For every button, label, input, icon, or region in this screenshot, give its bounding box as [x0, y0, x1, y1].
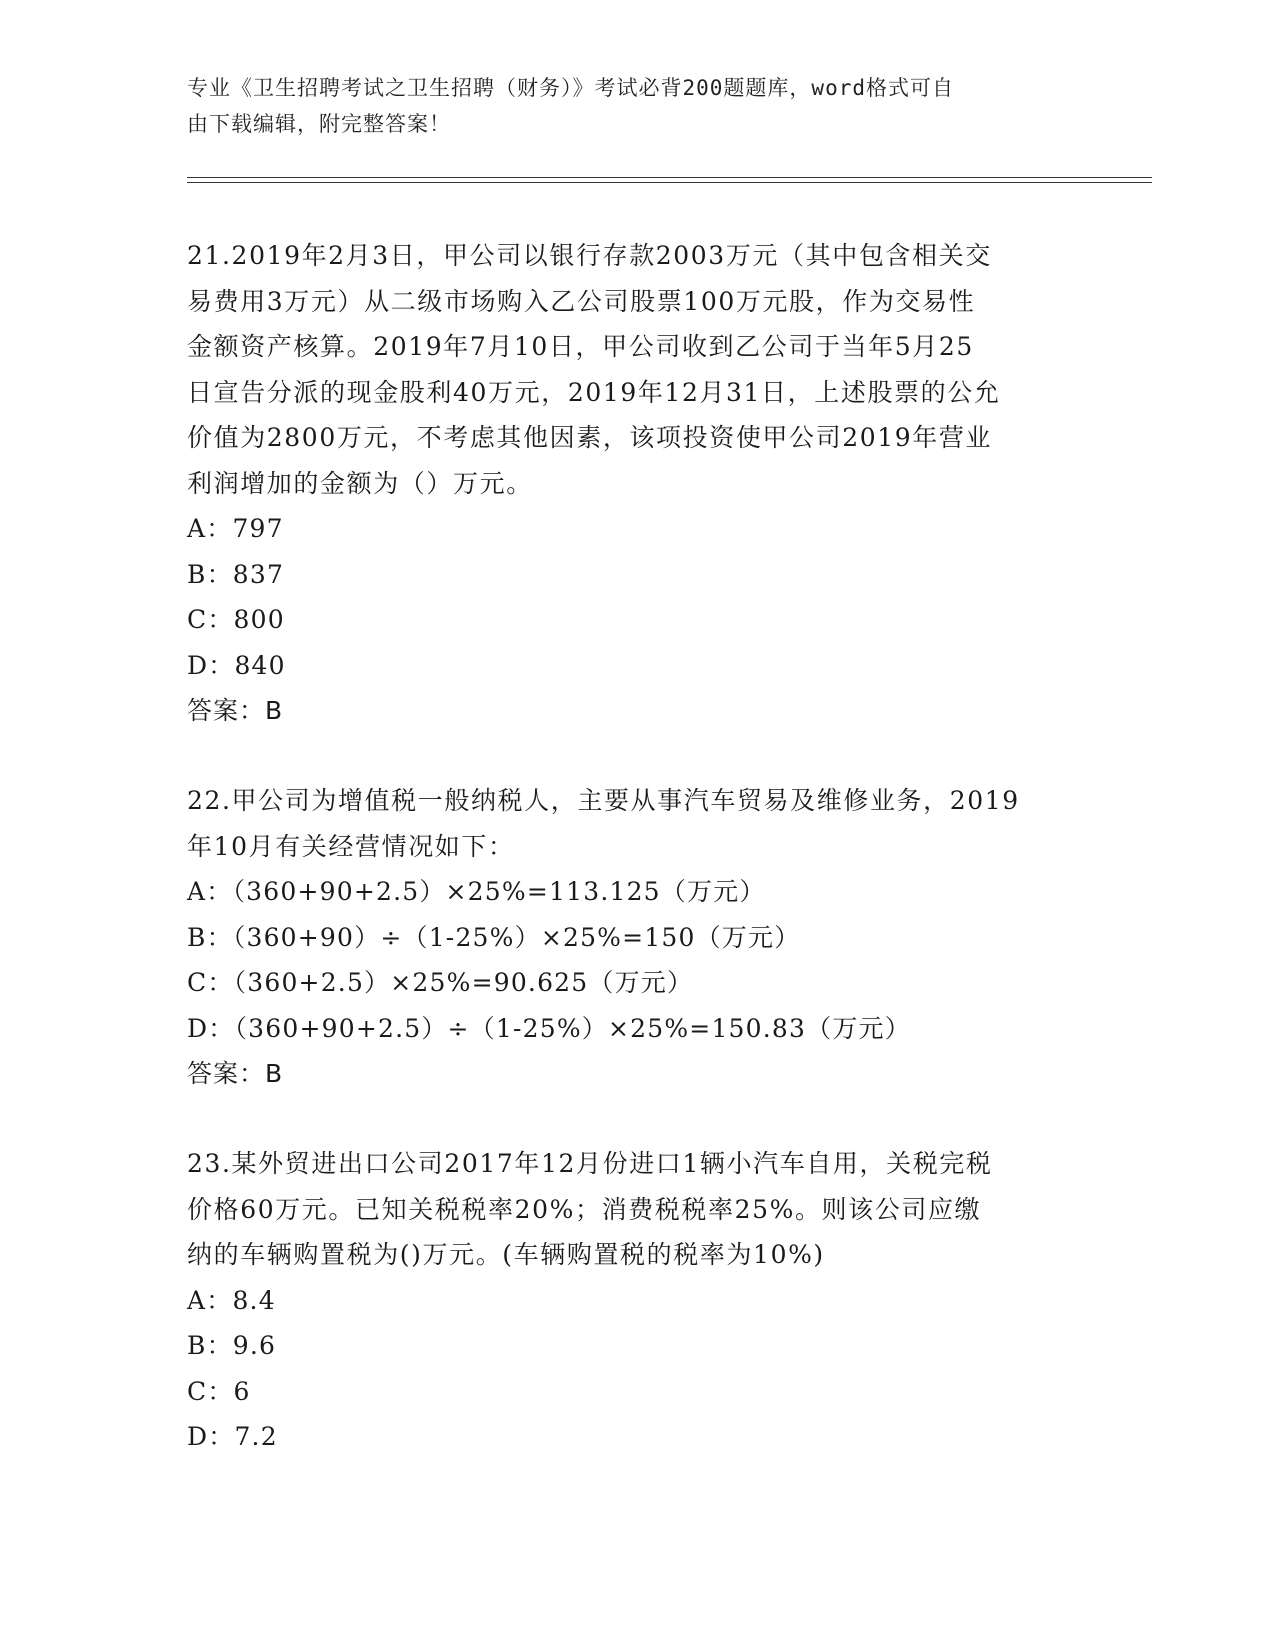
question-stem-line: 22.甲公司为增值税一般纳税人，主要从事汽车贸易及维修业务，2019	[187, 786, 1020, 815]
option-d: D：840	[187, 650, 286, 680]
option-a: A：797	[187, 514, 284, 543]
option-b: B：837	[187, 559, 285, 589]
option-c: C：6	[187, 1376, 251, 1406]
question-22	[187, 778, 1087, 1097]
question-stem-line: 易费用3万元）从二级市场购入乙公司股票100万元股，作为交易性	[187, 286, 976, 316]
question-21	[187, 233, 1087, 734]
option-d: D：7.2	[187, 1422, 278, 1451]
header-intro-line-1: 专业《卫生招聘考试之卫生招聘（财务）》考试必背200题题库，word格式可自	[187, 76, 954, 100]
option-a: A：（360+90+2.5）×25%=113.125（万元）	[187, 877, 766, 906]
header-divider-top	[187, 177, 1152, 178]
question-stem-line: 23.某外贸进出口公司2017年12月份进口1辆小汽车自用，关税完税	[187, 1149, 993, 1178]
question-stem-line: 金额资产核算。2019年7月10日，甲公司收到乙公司于当年5月25	[187, 332, 974, 361]
header-intro-line-2: 由下载编辑，附完整答案！	[187, 112, 451, 136]
question-stem-line: 日宣告分派的现金股利40万元，2019年12月31日，上述股票的公允	[187, 377, 1001, 407]
question-23	[187, 1141, 1087, 1460]
question-stem-line: 价值为2800万元，不考虑其他因素，该项投资使甲公司2019年营业	[187, 423, 993, 452]
answer-label: 答案：B	[187, 696, 284, 725]
question-stem-line: 价格60万元。已知关税税率20%；消费税税率25%。则该公司应缴	[187, 1194, 982, 1224]
question-stem-line: 21.2019年2月3日，甲公司以银行存款2003万元（其中包含相关交	[187, 241, 992, 270]
document-header	[187, 70, 1067, 142]
question-stem-line: 利润增加的金额为（）万元。	[187, 468, 533, 498]
option-c: C：800	[187, 605, 285, 634]
option-c: C：（360+2.5）×25%=90.625（万元）	[187, 968, 694, 997]
option-b: B：（360+90）÷（1-25%）×25%=150（万元）	[187, 922, 801, 952]
option-d: D：（360+90+2.5）÷（1-25%）×25%=150.83（万元）	[187, 1013, 911, 1043]
option-b: B：9.6	[187, 1331, 277, 1360]
question-stem-line: 纳的车辆购置税为()万元。(车辆购置税的税率为10%)	[187, 1240, 825, 1269]
question-stem-line: 年10月有关经营情况如下：	[187, 831, 515, 861]
option-a: A：8.4	[187, 1285, 276, 1315]
answer-label: 答案：B	[187, 1059, 284, 1088]
header-divider-bottom	[187, 182, 1152, 183]
